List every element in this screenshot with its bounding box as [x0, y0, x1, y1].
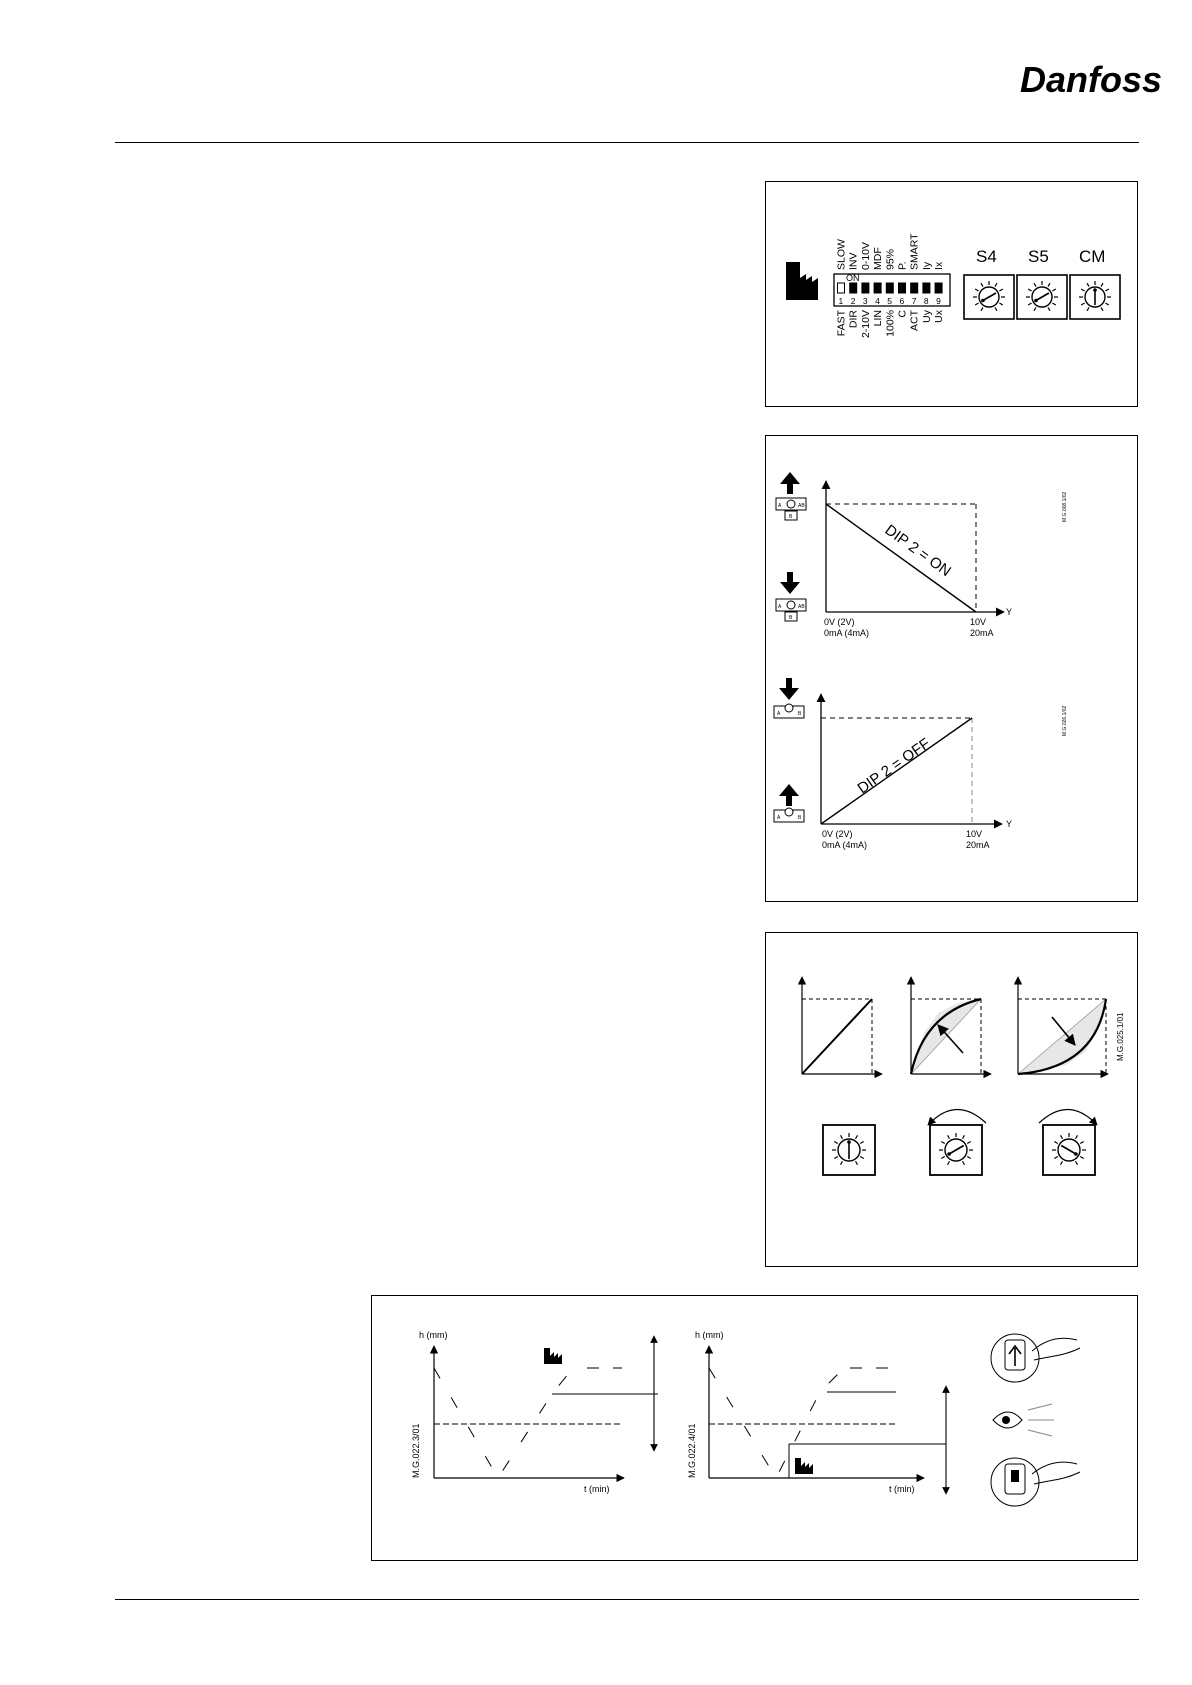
curve-figure [766, 933, 1137, 1266]
hand-release-icon [991, 1458, 1080, 1506]
dial-cm-label: CM [1079, 247, 1106, 266]
dip-top-label: Ix [933, 261, 946, 270]
dip2-on-line [826, 504, 976, 612]
factory-icon-2 [795, 1458, 813, 1474]
valve-2way-closed-icon [774, 678, 804, 718]
curve-exponential [1018, 977, 1125, 1074]
dip-number: 1 [838, 296, 844, 306]
factory-icon [786, 262, 818, 300]
footer-rule [115, 1599, 1139, 1600]
dip-on-label: ON [846, 273, 860, 283]
dip-switch-8 [923, 283, 930, 293]
dip-number: 3 [862, 296, 868, 306]
svg-text:AB: AB [798, 503, 805, 509]
dial-s5-label: S5 [1028, 247, 1049, 266]
factory-icon [544, 1348, 562, 1364]
svg-text:B: B [798, 711, 802, 717]
dip-switch-9 [935, 283, 942, 293]
svg-text:B: B [789, 615, 793, 621]
svg-text:A: A [777, 815, 781, 821]
svg-text:h (mm): h (mm) [419, 1330, 448, 1340]
dip-switch-2 [850, 283, 857, 293]
hand-press-icon [991, 1334, 1080, 1382]
curve-logarithmic [911, 977, 991, 1074]
svg-text:A: A [778, 604, 782, 610]
curve-linear [802, 977, 882, 1074]
dip-top-label: 95% [884, 248, 897, 270]
svg-text:M.G.022.3/01: M.G.022.3/01 [411, 1423, 421, 1478]
dip-number: 9 [936, 296, 941, 306]
svg-text:20mA: 20mA [966, 840, 990, 850]
dip-switch-panel [765, 181, 1138, 407]
svg-text:0mA (4mA): 0mA (4mA) [824, 628, 870, 638]
dip-switch-4 [874, 283, 881, 293]
dip-bottom-label: 100% [884, 310, 897, 337]
valve-closed-icon [776, 572, 806, 621]
svg-text:A: A [778, 503, 782, 509]
dip-top-label: MDF [872, 247, 885, 270]
dip-bottom-label: FAST [835, 310, 848, 337]
dip2-on-label: DIP 2 = ON [881, 521, 954, 581]
valve-open-icon [776, 472, 806, 520]
dip-switch-1 [838, 283, 845, 293]
svg-text:A: A [777, 711, 781, 717]
curve-panel [765, 932, 1138, 1267]
dip-bottom-label: 2-10V [859, 310, 872, 339]
dip-bottom-label: ACT [908, 310, 921, 331]
dip-top-label: SLOW [835, 239, 848, 270]
dip-switch-6 [899, 283, 906, 293]
dip-number: 8 [923, 296, 929, 306]
dip-bottom-label: C [896, 310, 909, 318]
dip-top-label: Iy [920, 261, 933, 270]
dip-bottom-label: LIN [872, 310, 885, 327]
dial-s4-label: S4 [976, 247, 997, 266]
dip-bottom-label: Uy [920, 310, 933, 323]
chart-code: M.G.008.1/02 [1062, 491, 1068, 522]
dip-top-label: INV [847, 252, 860, 270]
svg-text:20mA: 20mA [970, 628, 994, 638]
dip-switch-3 [862, 283, 869, 293]
stroke-chart-right [687, 1330, 946, 1494]
danfoss-logo [1018, 52, 1163, 108]
header-rule [115, 142, 1139, 143]
dip-top-label: 0-10V [859, 241, 872, 270]
svg-text:B: B [798, 815, 802, 821]
svg-text:AB: AB [798, 604, 805, 610]
dip2-off-label: DIP 2 = OFF [854, 734, 934, 798]
dip-switch-7 [911, 283, 918, 293]
dip-switch-5 [886, 283, 893, 293]
dip-top-label: P. [896, 261, 909, 270]
valve-2way-open-icon [774, 784, 804, 822]
dip-number: 5 [887, 296, 893, 306]
svg-text:0mA (4mA): 0mA (4mA) [822, 840, 868, 850]
svg-text:10V: 10V [970, 617, 987, 627]
dip-number: 2 [850, 296, 856, 306]
dip-number: 7 [911, 296, 917, 306]
svg-text:t (min): t (min) [584, 1484, 610, 1494]
curve-code: M.G.025.1/01 [1116, 1012, 1125, 1061]
svg-text:M.G.022.4/01: M.G.022.4/01 [687, 1423, 697, 1478]
svg-text:M.G.026.1/02: M.G.026.1/02 [1062, 705, 1068, 736]
eye-icon [993, 1404, 1054, 1436]
dip-number: 6 [899, 296, 905, 306]
svg-text:10V: 10V [966, 829, 983, 839]
dip2-panel [765, 435, 1138, 902]
chart-dip2-on [776, 472, 1068, 638]
svg-text:0V (2V): 0V (2V) [824, 617, 855, 627]
svg-text:Y: Y [1006, 819, 1013, 829]
svg-text:0V (2V): 0V (2V) [822, 829, 853, 839]
stroke-figure [372, 1296, 1137, 1560]
logo-text: Danfoss [1020, 59, 1163, 100]
dip-top-label: SMART [908, 233, 921, 270]
dip-bottom-label: Ux [933, 310, 946, 323]
stroke-chart-left [411, 1330, 658, 1494]
chart-dip2-off [774, 678, 1068, 850]
svg-text:B: B [789, 514, 793, 520]
dip-number: 4 [875, 296, 880, 306]
dip2-figure [766, 436, 1137, 901]
svg-text:h (mm): h (mm) [695, 1330, 724, 1340]
dip-switch-figure [766, 182, 1137, 406]
stroke-panel [371, 1295, 1138, 1561]
dip-bottom-label: DIR [847, 310, 860, 329]
svg-text:t (min): t (min) [889, 1484, 915, 1494]
axis-y-label: Y [1006, 607, 1013, 617]
